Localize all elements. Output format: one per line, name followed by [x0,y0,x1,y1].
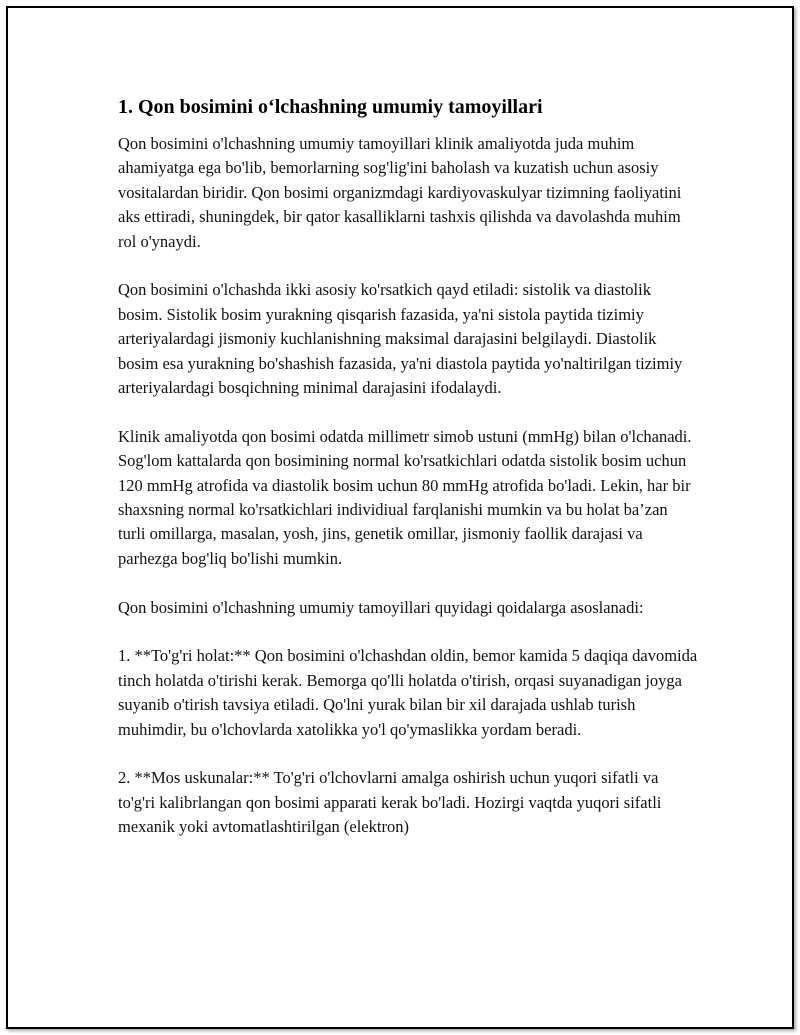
paragraph-systolic-diastolic: Qon bosimini o'lchashda ikki asosiy ko'rsatkich qayd etiladi: sistolik va diastolik bosim. Sistolik bosim yurakning qisqarish fazasida, ya'ni sistola paytida tizimiy arteriyalardagi jismoniy kuchlanishning maksimal darajasini belgilaydi. Diastolik bosim esa yurakning bo'shashish fazasida, ya'ni diastola paytida yo'naltirilgan tizimiy arteriyalardagi bosqichning minimal darajasini ifodalaydi. [118,280,683,398]
paragraph-principles-intro: Qon bosimini o'lchashning umumiy tamoyillari quyidagi qoidalarga asoslanadi: [118,597,644,617]
document-content [118,94,698,864]
paragraph-suitable-equipment: 2. **Mos uskunalar:** To'g'ri o'lchovlarni amalga oshirish uchun yuqori sifatli va to'g'ri kalibrlangan qon bosimi apparati kerak bo'ladi. Hozirgi vaqtda yuqori sifatli mexanik yoki avtomatlashtirilgan (elektron) [118,768,662,837]
document-page [6,6,794,1029]
paragraph-normal-values: Klinik amaliyotda qon bosimi odatda millimetr simob ustuni (mmHg) bilan o'lchanadi. Sog'lom kattalarda qon bosimining normal ko'rsatkichlari odatda sistolik bosim uchun 120 mmHg atrofida va diastolik bosim uchun 80 mmHg atrofida bo'ladi. Lekin, har bir shaxsning normal ko'rsatkichlari individiual farqlanishi mumkin va bu holat ba’zan turli omillarga, masalan, yosh, jins, genetik omillar, jismoniy faollik darajasi va parhezga bog'liq bo'lishi mumkin. [118,426,692,568]
paragraph-correct-position: 1. **To'g'ri holat:** Qon bosimini o'lchashdan oldin, bemor kamida 5 daqiqa davomida tinch holatda o'tirishi kerak. Bemorga qo'lli holatda o'tirish, orqasi suyanadigan joyga suyanib o'tirish tavsiya etiladi. Qo'lni yurak bilan bir xil darajada ushlab turish muhimdir, bu o'lchovlarda xatolikka yo'l qo'ymaslikka yordam beradi. [118,646,698,739]
paragraph-intro: Qon bosimini o'lchashning umumiy tamoyillari klinik amaliyotda juda muhim ahamiyatga ega bo'lib, bemorlarning sog'lig'ini baholash va kuzatish uchun asosiy vositalardan biridir. Qon bosimi organizmdagi kardiyovaskulyar tizimning faoliyatini aks ettiradi, shuningdek, bir qator kasalliklarni tashxis qilishda va davolashda muhim rol o'ynaydi. [118,134,682,251]
section-heading: 1. Qon bosimini o‘lchashning umumiy tamoyillari [118,96,543,118]
